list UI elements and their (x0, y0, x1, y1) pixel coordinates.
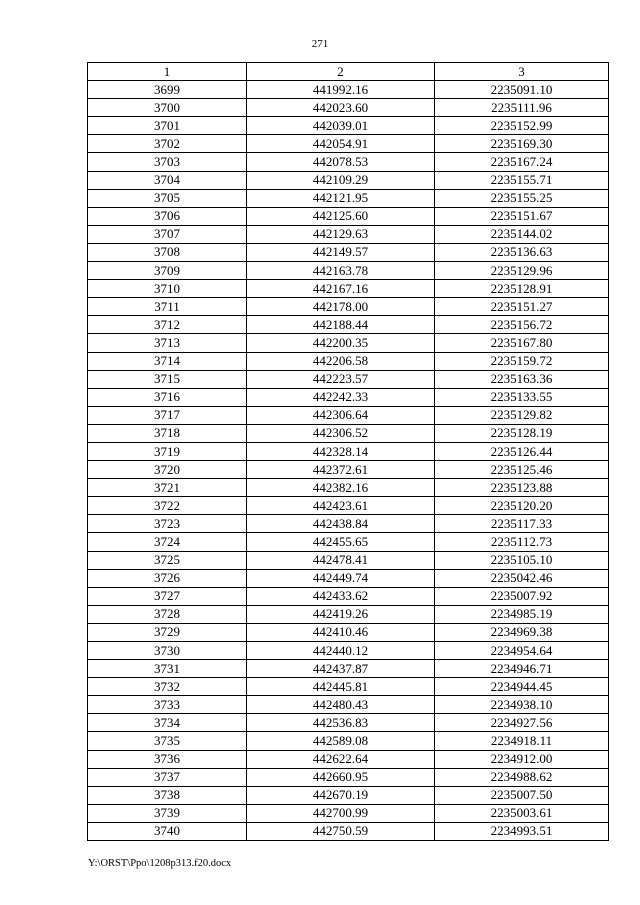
y-coordinate-cell: 2235126.44 (435, 442, 609, 460)
x-coordinate-cell: 442078.53 (247, 153, 435, 171)
table-row (88, 497, 609, 515)
x-coordinate-cell: 442149.57 (247, 243, 435, 261)
x-coordinate-cell: 442670.19 (247, 786, 435, 804)
table-header-row (88, 63, 609, 81)
table-row (88, 153, 609, 171)
y-coordinate-cell: 2235151.67 (435, 207, 609, 225)
y-coordinate-cell: 2234988.62 (435, 768, 609, 786)
x-coordinate-cell: 442188.44 (247, 316, 435, 334)
y-coordinate-cell: 2235091.10 (435, 81, 609, 99)
x-coordinate-cell: 442054.91 (247, 135, 435, 153)
point-number-cell: 3716 (88, 388, 247, 406)
point-number-cell: 3715 (88, 370, 247, 388)
point-number-cell: 3734 (88, 714, 247, 732)
table-row (88, 786, 609, 804)
y-coordinate-cell: 2235169.30 (435, 135, 609, 153)
table-row (88, 99, 609, 117)
point-number-cell: 3711 (88, 298, 247, 316)
point-number-cell: 3725 (88, 551, 247, 569)
point-number-cell: 3733 (88, 696, 247, 714)
y-coordinate-cell: 2235128.19 (435, 424, 609, 442)
x-coordinate-cell: 442622.64 (247, 750, 435, 768)
y-coordinate-cell: 2235105.10 (435, 551, 609, 569)
y-coordinate-cell: 2235163.36 (435, 370, 609, 388)
y-coordinate-cell: 2234993.51 (435, 822, 609, 840)
y-coordinate-cell: 2235111.96 (435, 99, 609, 117)
x-coordinate-cell: 442242.33 (247, 388, 435, 406)
table-row (88, 207, 609, 225)
y-coordinate-cell: 2235155.71 (435, 171, 609, 189)
table-row (88, 243, 609, 261)
x-coordinate-cell: 442437.87 (247, 660, 435, 678)
y-coordinate-cell: 2235156.72 (435, 316, 609, 334)
x-coordinate-cell: 442039.01 (247, 117, 435, 135)
point-number-cell: 3718 (88, 424, 247, 442)
y-coordinate-cell: 2234918.11 (435, 732, 609, 750)
table-row (88, 732, 609, 750)
point-number-cell: 3708 (88, 243, 247, 261)
x-coordinate-cell: 442433.62 (247, 587, 435, 605)
point-number-cell: 3735 (88, 732, 247, 750)
table-row (88, 605, 609, 623)
point-number-cell: 3730 (88, 642, 247, 660)
table-row (88, 533, 609, 551)
x-coordinate-cell: 441992.16 (247, 81, 435, 99)
point-number-cell: 3729 (88, 623, 247, 641)
table-row (88, 587, 609, 605)
y-coordinate-cell: 2234912.00 (435, 750, 609, 768)
table-row (88, 750, 609, 768)
y-coordinate-cell: 2235042.46 (435, 569, 609, 587)
table-row (88, 696, 609, 714)
x-coordinate-cell: 442660.95 (247, 768, 435, 786)
table-row (88, 479, 609, 497)
y-coordinate-cell: 2235112.73 (435, 533, 609, 551)
table-row (88, 334, 609, 352)
table-row (88, 714, 609, 732)
point-number-cell: 3700 (88, 99, 247, 117)
y-coordinate-cell: 2235151.27 (435, 298, 609, 316)
point-number-cell: 3719 (88, 442, 247, 460)
table-row (88, 768, 609, 786)
table-row (88, 642, 609, 660)
point-number-cell: 3736 (88, 750, 247, 768)
x-coordinate-cell: 442419.26 (247, 605, 435, 623)
footer-file-path: Y:\ORST\Ppo\1208p313.f20.docx (88, 858, 232, 869)
table-row (88, 171, 609, 189)
y-coordinate-cell: 2235007.50 (435, 786, 609, 804)
point-number-cell: 3721 (88, 479, 247, 497)
y-coordinate-cell: 2235159.72 (435, 352, 609, 370)
y-coordinate-cell: 2234946.71 (435, 660, 609, 678)
y-coordinate-cell: 2235155.25 (435, 189, 609, 207)
point-number-cell: 3706 (88, 207, 247, 225)
y-coordinate-cell: 2235167.24 (435, 153, 609, 171)
point-number-cell: 3720 (88, 461, 247, 479)
x-coordinate-cell: 442423.61 (247, 497, 435, 515)
x-coordinate-cell: 442178.00 (247, 298, 435, 316)
point-number-cell: 3728 (88, 605, 247, 623)
table-row (88, 298, 609, 316)
point-number-cell: 3717 (88, 406, 247, 424)
table-row (88, 515, 609, 533)
table-row (88, 81, 609, 99)
point-number-cell: 3731 (88, 660, 247, 678)
point-number-cell: 3737 (88, 768, 247, 786)
x-coordinate-cell: 442449.74 (247, 569, 435, 587)
x-coordinate-cell: 442206.58 (247, 352, 435, 370)
y-coordinate-cell: 2234927.56 (435, 714, 609, 732)
point-number-cell: 3738 (88, 786, 247, 804)
table-row (88, 461, 609, 479)
table-row (88, 804, 609, 822)
point-number-cell: 3710 (88, 280, 247, 298)
x-coordinate-cell: 442200.35 (247, 334, 435, 352)
table-row (88, 424, 609, 442)
table-row (88, 822, 609, 840)
y-coordinate-cell: 2235123.88 (435, 479, 609, 497)
point-number-cell: 3712 (88, 316, 247, 334)
point-number-cell: 3699 (88, 81, 247, 99)
x-coordinate-cell: 442306.64 (247, 406, 435, 424)
coordinates-table (87, 62, 609, 841)
y-coordinate-cell: 2235120.20 (435, 497, 609, 515)
y-coordinate-cell: 2234969.38 (435, 623, 609, 641)
column-header-2: 2 (247, 63, 435, 81)
y-coordinate-cell: 2235144.02 (435, 225, 609, 243)
x-coordinate-cell: 442700.99 (247, 804, 435, 822)
point-number-cell: 3701 (88, 117, 247, 135)
y-coordinate-cell: 2234938.10 (435, 696, 609, 714)
table-row (88, 189, 609, 207)
x-coordinate-cell: 442438.84 (247, 515, 435, 533)
point-number-cell: 3723 (88, 515, 247, 533)
y-coordinate-cell: 2235129.96 (435, 262, 609, 280)
point-number-cell: 3732 (88, 678, 247, 696)
y-coordinate-cell: 2235133.55 (435, 388, 609, 406)
table-row (88, 406, 609, 424)
x-coordinate-cell: 442223.57 (247, 370, 435, 388)
y-coordinate-cell: 2235136.63 (435, 243, 609, 261)
point-number-cell: 3714 (88, 352, 247, 370)
x-coordinate-cell: 442167.16 (247, 280, 435, 298)
x-coordinate-cell: 442589.08 (247, 732, 435, 750)
table-row (88, 117, 609, 135)
y-coordinate-cell: 2234985.19 (435, 605, 609, 623)
x-coordinate-cell: 442480.43 (247, 696, 435, 714)
x-coordinate-cell: 442750.59 (247, 822, 435, 840)
table-row (88, 623, 609, 641)
point-number-cell: 3727 (88, 587, 247, 605)
table-row (88, 551, 609, 569)
point-number-cell: 3702 (88, 135, 247, 153)
table-row (88, 569, 609, 587)
point-number-cell: 3739 (88, 804, 247, 822)
y-coordinate-cell: 2235003.61 (435, 804, 609, 822)
y-coordinate-cell: 2235128.91 (435, 280, 609, 298)
y-coordinate-cell: 2235167.80 (435, 334, 609, 352)
point-number-cell: 3722 (88, 497, 247, 515)
table-row (88, 135, 609, 153)
column-header-3: 3 (435, 63, 609, 81)
y-coordinate-cell: 2235117.33 (435, 515, 609, 533)
table-body (88, 81, 609, 841)
table-row (88, 442, 609, 460)
point-number-cell: 3726 (88, 569, 247, 587)
x-coordinate-cell: 442455.65 (247, 533, 435, 551)
x-coordinate-cell: 442445.81 (247, 678, 435, 696)
y-coordinate-cell: 2235125.46 (435, 461, 609, 479)
y-coordinate-cell: 2234944.45 (435, 678, 609, 696)
x-coordinate-cell: 442129.63 (247, 225, 435, 243)
x-coordinate-cell: 442163.78 (247, 262, 435, 280)
column-header-1: 1 (88, 63, 247, 81)
point-number-cell: 3707 (88, 225, 247, 243)
y-coordinate-cell: 2235129.82 (435, 406, 609, 424)
x-coordinate-cell: 442328.14 (247, 442, 435, 460)
x-coordinate-cell: 442372.61 (247, 461, 435, 479)
table-row (88, 660, 609, 678)
point-number-cell: 3740 (88, 822, 247, 840)
y-coordinate-cell: 2235152.99 (435, 117, 609, 135)
point-number-cell: 3713 (88, 334, 247, 352)
point-number-cell: 3709 (88, 262, 247, 280)
table-row (88, 316, 609, 334)
page-number: 271 (311, 38, 329, 50)
table-row (88, 388, 609, 406)
x-coordinate-cell: 442382.16 (247, 479, 435, 497)
x-coordinate-cell: 442023.60 (247, 99, 435, 117)
y-coordinate-cell: 2234954.64 (435, 642, 609, 660)
y-coordinate-cell: 2235007.92 (435, 587, 609, 605)
table-row (88, 678, 609, 696)
table-row (88, 280, 609, 298)
table-row (88, 262, 609, 280)
table-header (88, 63, 609, 81)
x-coordinate-cell: 442109.29 (247, 171, 435, 189)
table-row (88, 352, 609, 370)
point-number-cell: 3724 (88, 533, 247, 551)
point-number-cell: 3704 (88, 171, 247, 189)
x-coordinate-cell: 442125.60 (247, 207, 435, 225)
x-coordinate-cell: 442306.52 (247, 424, 435, 442)
point-number-cell: 3705 (88, 189, 247, 207)
x-coordinate-cell: 442536.83 (247, 714, 435, 732)
table-row (88, 225, 609, 243)
x-coordinate-cell: 442121.95 (247, 189, 435, 207)
x-coordinate-cell: 442410.46 (247, 623, 435, 641)
table-row (88, 370, 609, 388)
x-coordinate-cell: 442478.41 (247, 551, 435, 569)
x-coordinate-cell: 442440.12 (247, 642, 435, 660)
point-number-cell: 3703 (88, 153, 247, 171)
